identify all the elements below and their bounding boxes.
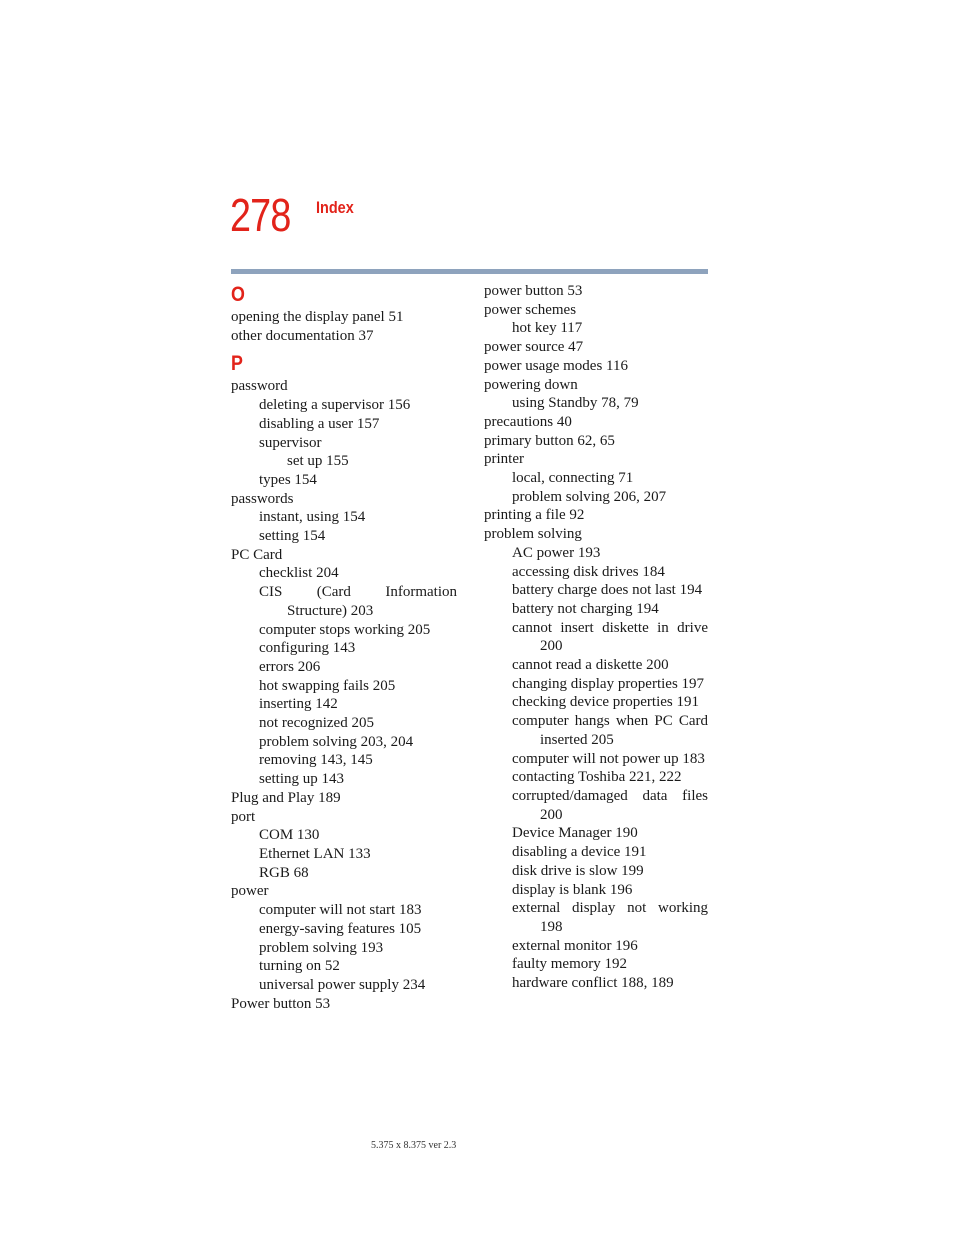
index-subentry: computer will not power up 183 [512, 750, 705, 767]
index-entry: powering down [484, 376, 578, 393]
index-subentry: hardware conflict 188, 189 [512, 975, 674, 992]
index-subentry: disabling a user 157 [259, 415, 380, 432]
index-subentry: external display not working 198 [512, 900, 708, 935]
index-subentry: accessing disk drives 184 [512, 563, 665, 580]
index-subentry: hot swapping fails 205 [259, 677, 396, 694]
index-subentry: instant, using 154 [259, 509, 366, 526]
index-entry: power schemes [484, 301, 577, 318]
index-subentry: problem solving 203, 204 [259, 733, 414, 750]
index-column-left [231, 282, 457, 1013]
page-number: 278 [230, 189, 291, 241]
index-subentry: computer hangs when PC Card inserted 205 [512, 713, 708, 748]
index-subentry: energy-saving features 105 [259, 920, 422, 937]
index-subentry: configuring 143 [259, 640, 356, 657]
index-subentry: Ethernet LAN 133 [259, 845, 371, 862]
index-entry: precautions 40 [484, 413, 572, 430]
index-subentry: disabling a device 191 [512, 844, 647, 861]
index-entry: printing a file 92 [484, 507, 585, 524]
index-entry: passwords [231, 490, 294, 507]
index-entry: power source 47 [484, 339, 584, 356]
index-entry: primary button 62, 65 [484, 432, 615, 449]
index-subentry: computer stops working 205 [259, 621, 431, 638]
index-subentry: display is blank 196 [512, 881, 633, 898]
header-rule [231, 269, 708, 274]
index-subentry: turning on 52 [259, 958, 340, 975]
index-subentry: cannot insert diskette in drive 200 [512, 619, 708, 655]
index-entry: printer [484, 451, 524, 468]
index-subentry: battery charge does not last 194 [512, 582, 703, 599]
footer-version: 5.375 x 8.375 ver 2.3 [371, 1140, 457, 1151]
index-subentry: setting 154 [259, 528, 326, 545]
index-subentry: deleting a supervisor 156 [259, 397, 411, 414]
index-subentry: local, connecting 71 [512, 470, 634, 487]
index-entry: password [231, 378, 288, 395]
index-subentry: corrupted/damaged data files 200 [512, 787, 708, 823]
index-subentry: faulty memory 192 [512, 956, 627, 973]
index-letter-heading: O [231, 283, 245, 306]
index-subentry: disk drive is slow 199 [512, 862, 644, 879]
index-subentry: contacting Toshiba 221, 222 [512, 769, 682, 786]
index-subentry: external monitor 196 [512, 937, 638, 954]
index-letter-heading: P [231, 352, 243, 376]
index-subentry: CIS (Card Information Structure) 203 [259, 584, 457, 619]
index-subentry: problem solving 206, 207 [512, 488, 667, 505]
index-subentry: problem solving 193 [259, 939, 384, 956]
index-column-right [484, 282, 708, 993]
index-subentry: checklist 204 [259, 565, 339, 582]
index-subentry: using Standby 78, 79 [512, 395, 639, 412]
index-subentry: types 154 [259, 471, 317, 488]
index-subentry: universal power supply 234 [259, 976, 426, 993]
index-subentry: checking device properties 191 [512, 694, 700, 711]
index-entry: power button 53 [484, 283, 583, 299]
index-entry: other documentation 37 [231, 327, 374, 344]
index-subentry: computer will not start 183 [259, 902, 422, 919]
index-subentry: hot key 117 [512, 320, 583, 337]
index-subentry: inserting 142 [259, 696, 338, 713]
index-entry: port [231, 808, 256, 825]
index-subentry: AC power 193 [512, 544, 601, 561]
index-subentry: Device Manager 190 [512, 825, 638, 842]
index-subentry: cannot read a diskette 200 [512, 657, 669, 674]
index-entry: Plug and Play 189 [231, 789, 341, 806]
index-subentry: setting up 143 [259, 771, 344, 788]
index-subentry: removing 143, 145 [259, 752, 373, 769]
index-subentry: not recognized 205 [259, 715, 374, 732]
index-entry: power usage modes 116 [484, 357, 628, 374]
index-entry: power [231, 883, 269, 900]
index-subentry: battery not charging 194 [512, 600, 659, 617]
index-entry: PC Card [231, 546, 283, 563]
section-title: Index [316, 198, 354, 217]
index-entry: Power button 53 [231, 995, 331, 1012]
index-entry: problem solving [484, 526, 582, 543]
index-subentry: supervisor [259, 434, 322, 451]
index-subentry: changing display properties 197 [512, 675, 705, 692]
index-subentry: errors 206 [259, 658, 321, 675]
index-subentry: RGB 68 [259, 864, 309, 881]
index-entry: opening the display panel 51 [231, 309, 404, 325]
index-subentry: set up 155 [287, 453, 349, 470]
index-subentry: COM 130 [259, 827, 320, 844]
